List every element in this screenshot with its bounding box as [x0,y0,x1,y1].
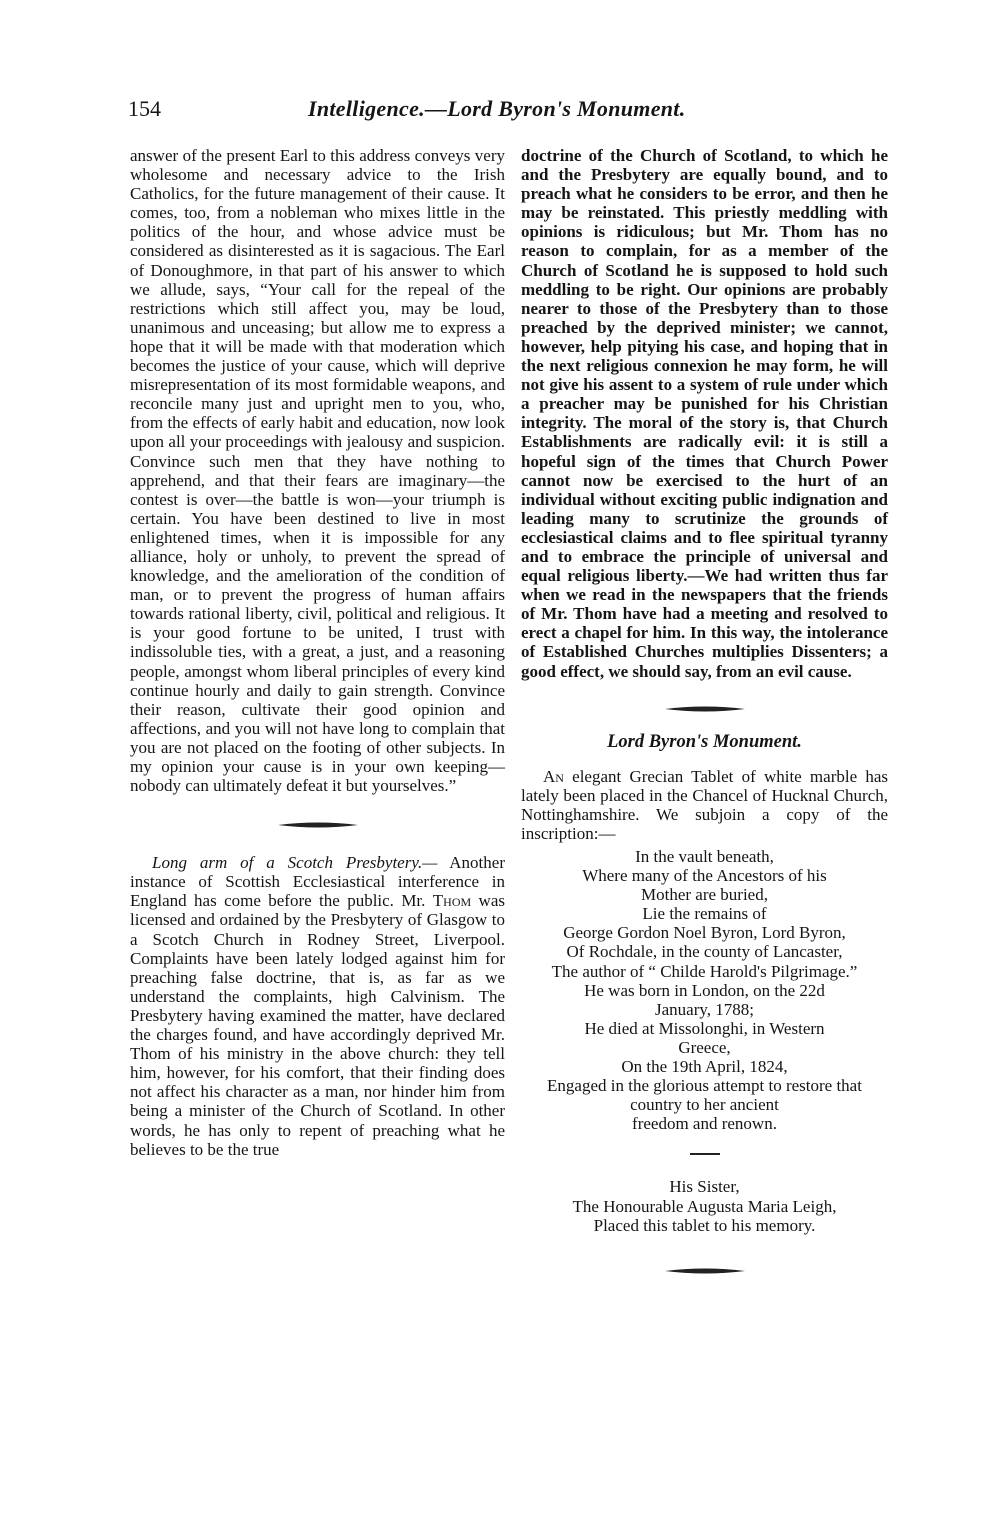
monument-intro-text: elegant Grecian Tablet of white marble has lately been placed in the Chancel of Hucknal Church, Nottinghamshire. We subjoin a copy of the inscription:— [521,766,888,843]
inscription-line: He died at Missolonghi, in Western [584,1018,825,1038]
inscription-line: He was born in London, on the 22d [584,980,825,1000]
inscription-line: In the vault beneath, [635,847,774,866]
presbytery-continued-paragraph: doctrine of the Church of Scotland, to which he and the Presbytery are equally bound, and to preach what he considers to be error, and then he may be reinstated. This priestly meddling with opinions is ridiculous; but Mr. Thom has no reason to complain, for as a member of the Church of Scotland he is supposed to hold such meddling to be right. Our opinions are probably nearer to those of the Presbytery than to those preached by the deprived minister; we cannot, however, help pitying his case, and hoping that in the next religious connexion he may form, he will not give his assent to a system of rule under which a preacher may be punished for his Christian integrity. The moral of the story is, that Church Establishments are radically evil: it is still a hopeful sign of the times that Church Power cannot now be exercised to the hurt of an individual without exciting public indignation and leading many to scrutinize the grounds of ecclesiastical claims and to flee spiritual tyranny and to embrace the principle of universal and equal religious liberty.—We had written thus far when we read in the newspapers that the friends of Mr. Thom have had a meeting and resolved to erect a chapel for him. In this way, the intolerance of Established Churches multiplies Dissenters; a good effect, we should say, from an evil cause. [521,146,888,681]
sister-line: Placed this tablet to his memory. [593,1215,816,1235]
inscription-line: Where many of the Ancestors of his [582,866,827,886]
end-divider-ornament [521,1265,888,1277]
inscription-block [521,847,888,1133]
inscription-line: The author of “ Childe Harold's Pilgrimage.” [551,961,858,981]
page-number: 154 [128,96,161,121]
presbytery-text-b: was licensed and ordained by the Presbytery of Glasgow to a Scotch Church in Rodney Street, Liverpool. Complaints have been lately lodged against him for preaching false doctrine, that is, as far as we understand the complaints, high Calvinism. The Presbytery having examined the matter, have declared the charges found, and have accordingly deprived Mr. Thom of his ministry in the above church: they tell him, however, for his comfort, that their finding does not affect his character as a man, nor hinder him from being a minister of the Church of Scotland. In other words, he has only to repent of preaching what he believes to be the true [130,891,505,1159]
inscription-line: Greece, [678,1037,731,1057]
inscription-line: Mother are buried, [641,885,768,905]
monument-title: Lord Byron's Monument. [607,731,802,752]
sister-line: His Sister, [669,1177,740,1197]
section-divider-ornament [130,819,505,831]
presbytery-paragraph [130,853,505,1159]
inscription-line: January, 1788; [655,999,754,1019]
presbytery-text-a: Another instance of Scottish Ecclesiastical interference in England has come before the public. Mr. [130,853,505,911]
inscription-line: On the 19th April, 1824, [621,1057,788,1077]
presbytery-name: Thom [432,891,472,911]
donoughmore-paragraph: answer of the present Earl to this address conveys very wholesome and necessary advice to the Irish Catholics, for the future management of their cause. It comes, too, from a nobleman who mixes little in the politics of the hour, and whose advice must be considered as disinterested as it is sagacious. The Earl of Donoughmore, in that part of his answer to which we allude, says, “Your call for the repeal of the restrictions which still affect you, may be loud, unanimous and unceasing; but allow me to express a hope that it will be made with that moderation which becomes the justice of your cause, which will deprive misrepresentation of its most formidable weapons, and reconcile many just and upright men to you, who, from the effects of early habit and education, now look upon all your proceedings with jealousy and suspicion. Convince such men that they have nothing to apprehend, and that their fears are imaginary—the contest is over—the battle is won—your triumph is certain. You have been destined to live in most enlightened times, when it is impossible for any alliance, holy or unholy, to prevent the spread of knowledge, and the amelioration of the condition of man, or to prevent the progress of human affairs towards rational liberty, civil, political and religious. It is your good fortune to be united, I trust with indissoluble ties, with a great, a just, and a reasoning people, amongst whom liberal principles of every kind continue hourly and daily to gain strength. Convince their reason, cultivate their good opinion and affections, and you will not have long to complain that you are not placed on the footing of other subjects. In my opinion your cause is in your own keeping—nobody can ultimately defeat it but yourselves.” [130,146,505,796]
short-rule-divider [521,1153,888,1155]
inscription-line: freedom and renown. [632,1114,777,1134]
section-divider-ornament [521,703,888,715]
left-column [130,146,505,1159]
running-title: Intelligence.—Lord Byron's Monument. [308,96,686,121]
inscription-line: Lie the remains of [642,904,767,924]
inscription-line: Engaged in the glorious attempt to restore that country to her ancient [547,1076,862,1115]
page-header [128,96,888,132]
end-ornament-icon [665,1267,745,1275]
monument-intro-first-word: An [543,766,564,786]
sister-dedication [521,1177,888,1234]
monument-intro [521,767,888,843]
sister-line: The Honourable Augusta Maria Leigh, [572,1196,837,1216]
inscription-line: Of Rochdale, in the county of Lancaster, [566,942,843,962]
divider-ornament-icon [665,705,745,713]
divider-ornament-icon [278,821,358,829]
short-rule [690,1153,720,1155]
inscription-line: George Gordon Noel Byron, Lord Byron, [563,923,846,943]
presbytery-heading: Long arm of a Scotch Presbytery.— [152,853,438,873]
right-column [521,146,888,1277]
